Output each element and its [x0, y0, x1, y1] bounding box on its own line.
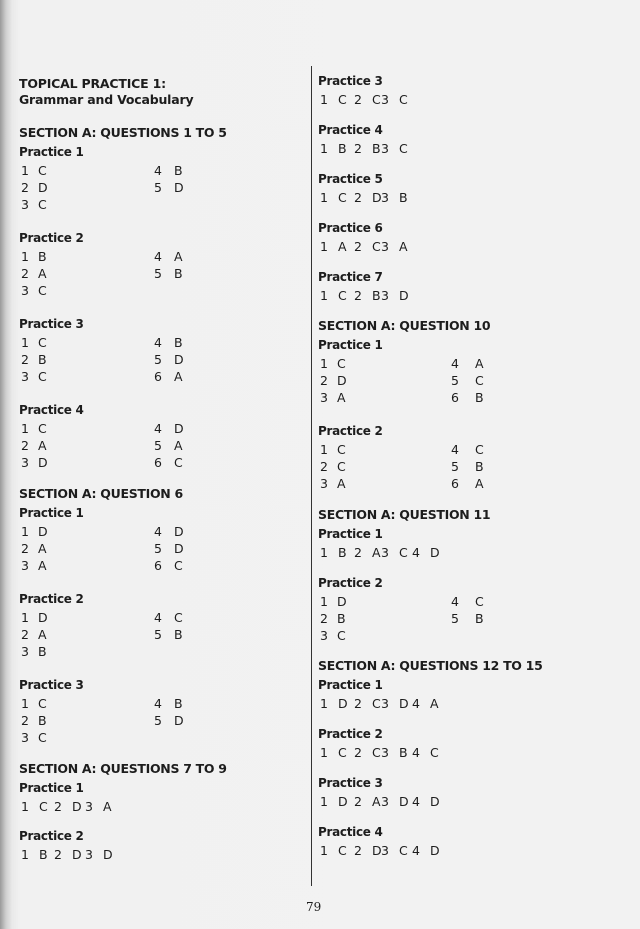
question-number: 1 — [320, 794, 328, 809]
question-number: 4 — [154, 610, 162, 625]
answer-row — [318, 355, 618, 372]
practice-block — [19, 402, 304, 471]
answer-row — [318, 458, 618, 475]
answer-letter: C — [38, 163, 47, 178]
practice-block — [318, 122, 618, 157]
answer-row — [318, 140, 618, 157]
question-number: 6 — [154, 369, 162, 384]
answer-letter: C — [372, 92, 381, 107]
answer-letter: C — [39, 799, 48, 814]
question-number: 1 — [320, 745, 328, 760]
answer-letter: B — [475, 390, 484, 405]
question-number: 3 — [381, 141, 389, 156]
question-number: 2 — [354, 288, 362, 303]
answer-letter: D — [338, 794, 348, 809]
answer-row — [19, 523, 304, 540]
answer-row — [19, 282, 304, 299]
question-number: 3 — [85, 847, 93, 862]
answer-row — [318, 610, 618, 627]
question-number: 4 — [451, 356, 459, 371]
answer-letter: D — [372, 190, 382, 205]
answer-letter: B — [338, 545, 347, 560]
question-number: 2 — [354, 190, 362, 205]
section-heading: SECTION A: QUESTIONS 1 TO 5 — [19, 125, 227, 140]
question-number: 3 — [381, 190, 389, 205]
answer-row — [19, 196, 304, 213]
answer-row — [318, 593, 618, 610]
question-number: 1 — [21, 847, 29, 862]
answer-letter: C — [338, 745, 347, 760]
answer-row — [318, 441, 618, 458]
answer-letter: C — [372, 745, 381, 760]
answer-letter: D — [38, 180, 48, 195]
answer-letter: A — [38, 438, 47, 453]
answer-letter: B — [337, 611, 346, 626]
answer-letter: A — [337, 390, 346, 405]
practice-label: Practice 1 — [318, 527, 383, 541]
question-number: 2 — [354, 141, 362, 156]
answer-letter: B — [174, 335, 183, 350]
answer-letter: C — [338, 288, 347, 303]
practice-label: Practice 7 — [318, 270, 383, 284]
question-number: 2 — [21, 352, 29, 367]
answer-letter: D — [337, 373, 347, 388]
answer-letter: D — [430, 794, 440, 809]
answer-letter: B — [399, 745, 408, 760]
practice-block — [318, 824, 618, 859]
answer-letter: A — [338, 239, 347, 254]
answer-letter: D — [174, 713, 184, 728]
practice-label: Practice 2 — [318, 727, 383, 741]
answer-letter: B — [475, 459, 484, 474]
question-number: 3 — [381, 545, 389, 560]
answer-letter: B — [475, 611, 484, 626]
question-number: 4 — [412, 843, 420, 858]
practice-block — [318, 337, 618, 406]
question-number: 5 — [451, 611, 459, 626]
question-number: 2 — [21, 627, 29, 642]
answer-row — [318, 389, 618, 406]
answer-letter: A — [38, 266, 47, 281]
question-number: 2 — [21, 713, 29, 728]
answer-row — [318, 744, 618, 761]
question-number: 6 — [451, 390, 459, 405]
answer-letter: D — [337, 594, 347, 609]
answer-letter: B — [372, 141, 381, 156]
practice-label: Practice 3 — [318, 74, 383, 88]
answer-letter: A — [475, 476, 484, 491]
question-number: 2 — [21, 180, 29, 195]
answer-row — [318, 842, 618, 859]
answer-letter: A — [38, 558, 47, 573]
answer-letter: D — [174, 352, 184, 367]
question-number: 3 — [85, 799, 93, 814]
question-number: 3 — [381, 745, 389, 760]
answer-row — [19, 695, 304, 712]
answer-letter: B — [38, 713, 47, 728]
answer-letter: A — [372, 545, 381, 560]
question-number: 4 — [412, 696, 420, 711]
answer-letter: C — [372, 239, 381, 254]
answer-letter: A — [372, 794, 381, 809]
section-heading: SECTION A: QUESTIONS 7 TO 9 — [19, 761, 227, 776]
practice-block — [318, 73, 618, 108]
practice-label: Practice 1 — [19, 506, 84, 520]
answer-row — [318, 91, 618, 108]
answer-row — [19, 162, 304, 179]
question-number: 3 — [381, 843, 389, 858]
question-number: 1 — [21, 335, 29, 350]
answer-row — [318, 793, 618, 810]
practice-label: Practice 5 — [318, 172, 383, 186]
question-number: 6 — [451, 476, 459, 491]
question-number: 5 — [154, 180, 162, 195]
question-number: 4 — [154, 249, 162, 264]
practice-label: Practice 1 — [19, 781, 84, 795]
question-number: 2 — [354, 239, 362, 254]
answer-letter: A — [38, 627, 47, 642]
answer-row — [318, 695, 618, 712]
question-number: 3 — [320, 390, 328, 405]
answer-letter: B — [174, 163, 183, 178]
practice-block — [19, 828, 304, 863]
answer-letter: C — [38, 283, 47, 298]
practice-label: Practice 3 — [19, 317, 84, 331]
answer-row — [19, 643, 304, 660]
answer-letter: C — [337, 356, 346, 371]
question-number: 5 — [154, 352, 162, 367]
practice-block — [19, 505, 304, 574]
answer-letter: A — [475, 356, 484, 371]
question-number: 5 — [451, 459, 459, 474]
question-number: 4 — [451, 442, 459, 457]
answer-letter: A — [430, 696, 439, 711]
question-number: 3 — [381, 696, 389, 711]
question-number: 1 — [320, 190, 328, 205]
answer-letter: A — [337, 476, 346, 491]
question-number: 3 — [21, 197, 29, 212]
answer-letter: B — [399, 190, 408, 205]
answer-letter: C — [337, 459, 346, 474]
answer-letter: D — [72, 799, 82, 814]
answer-letter: C — [475, 373, 484, 388]
practice-block — [19, 144, 304, 213]
practice-block — [19, 591, 304, 660]
page-number: 79 — [306, 900, 322, 914]
question-number: 1 — [21, 799, 29, 814]
question-number: 1 — [320, 141, 328, 156]
page-title — [19, 76, 193, 108]
question-number: 2 — [320, 459, 328, 474]
answer-row — [19, 712, 304, 729]
answer-letter: D — [399, 696, 409, 711]
answer-letter: B — [174, 696, 183, 711]
question-number: 1 — [320, 239, 328, 254]
practice-label: Practice 2 — [19, 592, 84, 606]
answer-letter: C — [38, 369, 47, 384]
answer-letter: A — [174, 249, 183, 264]
answer-letter: A — [103, 799, 112, 814]
answer-row — [19, 557, 304, 574]
answer-letter: B — [338, 141, 347, 156]
practice-block — [19, 780, 304, 815]
practice-label: Practice 3 — [318, 776, 383, 790]
practice-label: Practice 1 — [318, 338, 383, 352]
answer-letter: C — [38, 421, 47, 436]
question-number: 2 — [320, 373, 328, 388]
answer-letter: A — [399, 239, 408, 254]
practice-block — [19, 316, 304, 385]
answer-letter: C — [338, 843, 347, 858]
question-number: 3 — [21, 283, 29, 298]
answer-row — [19, 454, 304, 471]
answer-letter: C — [38, 730, 47, 745]
question-number: 4 — [412, 794, 420, 809]
question-number: 2 — [21, 438, 29, 453]
practice-label: Practice 3 — [19, 678, 84, 692]
practice-label: Practice 1 — [19, 145, 84, 159]
question-number: 2 — [354, 696, 362, 711]
practice-block — [318, 575, 618, 644]
question-number: 2 — [354, 545, 362, 560]
question-number: 1 — [21, 696, 29, 711]
section-heading: SECTION A: QUESTION 10 — [318, 318, 491, 333]
answer-row — [318, 475, 618, 492]
practice-label: Practice 1 — [318, 678, 383, 692]
answer-letter: D — [38, 524, 48, 539]
question-number: 5 — [154, 627, 162, 642]
question-number: 1 — [320, 545, 328, 560]
answer-letter: D — [38, 455, 48, 470]
question-number: 1 — [21, 421, 29, 436]
question-number: 3 — [381, 239, 389, 254]
answer-row — [19, 540, 304, 557]
question-number: 4 — [154, 421, 162, 436]
question-number: 2 — [354, 794, 362, 809]
answer-row — [19, 334, 304, 351]
question-number: 3 — [21, 369, 29, 384]
answer-row — [19, 368, 304, 385]
answer-letter: D — [338, 696, 348, 711]
answer-letter: A — [174, 438, 183, 453]
answer-letter: C — [372, 696, 381, 711]
question-number: 3 — [21, 730, 29, 745]
answer-row — [318, 372, 618, 389]
question-number: 1 — [21, 163, 29, 178]
practice-label: Practice 4 — [19, 403, 84, 417]
practice-block — [19, 230, 304, 299]
question-number: 3 — [21, 644, 29, 659]
question-number: 3 — [381, 794, 389, 809]
question-number: 6 — [154, 455, 162, 470]
page-title-line-1: TOPICAL PRACTICE 1: — [19, 76, 166, 91]
answer-letter: B — [174, 266, 183, 281]
question-number: 2 — [354, 843, 362, 858]
question-number: 2 — [54, 847, 62, 862]
answer-letter: C — [337, 442, 346, 457]
question-number: 4 — [154, 524, 162, 539]
answer-letter: D — [430, 843, 440, 858]
answer-letter: C — [38, 197, 47, 212]
question-number: 5 — [154, 541, 162, 556]
answer-letter: C — [338, 92, 347, 107]
answer-row — [19, 420, 304, 437]
answer-letter: D — [174, 421, 184, 436]
answer-letter: D — [103, 847, 113, 862]
answer-row — [19, 179, 304, 196]
practice-label: Practice 2 — [318, 424, 383, 438]
practice-label: Practice 6 — [318, 221, 383, 235]
question-number: 2 — [354, 92, 362, 107]
question-number: 3 — [381, 92, 389, 107]
answer-letter: C — [399, 141, 408, 156]
practice-block — [318, 171, 618, 206]
question-number: 5 — [154, 438, 162, 453]
answer-letter: A — [174, 369, 183, 384]
question-number: 3 — [320, 476, 328, 491]
question-number: 4 — [451, 594, 459, 609]
question-number: 4 — [154, 335, 162, 350]
practice-block — [318, 726, 618, 761]
answer-letter: C — [38, 335, 47, 350]
question-number: 1 — [320, 594, 328, 609]
answer-letter: C — [338, 190, 347, 205]
practice-block — [318, 775, 618, 810]
question-number: 4 — [412, 545, 420, 560]
question-number: 2 — [354, 745, 362, 760]
practice-block — [318, 269, 618, 304]
practice-label: Practice 4 — [318, 123, 383, 137]
section-heading: SECTION A: QUESTION 11 — [318, 507, 491, 522]
practice-label: Practice 2 — [19, 231, 84, 245]
question-number: 1 — [21, 249, 29, 264]
question-number: 4 — [154, 696, 162, 711]
answer-letter: D — [430, 545, 440, 560]
answer-row — [318, 189, 618, 206]
practice-block — [318, 423, 618, 492]
answer-letter: D — [38, 610, 48, 625]
answer-letter: B — [38, 352, 47, 367]
question-number: 4 — [412, 745, 420, 760]
answer-letter: D — [174, 541, 184, 556]
practice-label: Practice 2 — [19, 829, 84, 843]
question-number: 3 — [381, 288, 389, 303]
question-number: 1 — [320, 843, 328, 858]
answer-row — [19, 798, 304, 815]
answer-row — [19, 248, 304, 265]
question-number: 1 — [21, 524, 29, 539]
answer-row — [318, 627, 618, 644]
answer-letter: C — [475, 594, 484, 609]
practice-block — [19, 677, 304, 746]
practice-block — [318, 220, 618, 255]
answer-letter: D — [399, 794, 409, 809]
answer-row — [318, 238, 618, 255]
question-number: 3 — [320, 628, 328, 643]
answer-row — [19, 437, 304, 454]
answer-letter: B — [372, 288, 381, 303]
answer-letter: B — [174, 627, 183, 642]
answer-row — [19, 609, 304, 626]
page-title-line-2: Grammar and Vocabulary — [19, 92, 194, 107]
question-number: 4 — [154, 163, 162, 178]
answer-letter: C — [399, 545, 408, 560]
answer-letter: C — [174, 610, 183, 625]
practice-label: Practice 2 — [318, 576, 383, 590]
question-number: 3 — [21, 455, 29, 470]
question-number: 2 — [54, 799, 62, 814]
answer-row — [19, 729, 304, 746]
section-heading: SECTION A: QUESTIONS 12 TO 15 — [318, 658, 543, 673]
answer-letter: C — [399, 92, 408, 107]
section-heading: SECTION A: QUESTION 6 — [19, 486, 183, 501]
practice-label: Practice 4 — [318, 825, 383, 839]
answer-row — [19, 846, 304, 863]
practice-block — [318, 677, 618, 712]
answer-letter: C — [174, 558, 183, 573]
answer-letter: B — [38, 644, 47, 659]
practice-block — [318, 526, 618, 561]
question-number: 2 — [320, 611, 328, 626]
question-number: 5 — [451, 373, 459, 388]
column-divider — [311, 66, 312, 886]
question-number: 2 — [21, 541, 29, 556]
answer-letter: B — [39, 847, 48, 862]
answer-letter: C — [475, 442, 484, 457]
question-number: 1 — [320, 442, 328, 457]
answer-letter: C — [337, 628, 346, 643]
answer-row — [318, 287, 618, 304]
question-number: 5 — [154, 266, 162, 281]
answer-letter: A — [38, 541, 47, 556]
answer-letter: C — [399, 843, 408, 858]
answer-letter: D — [174, 180, 184, 195]
question-number: 2 — [21, 266, 29, 281]
answer-letter: D — [372, 843, 382, 858]
question-number: 1 — [320, 696, 328, 711]
answer-letter: D — [399, 288, 409, 303]
question-number: 6 — [154, 558, 162, 573]
answer-letter: B — [38, 249, 47, 264]
answer-row — [19, 626, 304, 643]
question-number: 1 — [21, 610, 29, 625]
question-number: 1 — [320, 288, 328, 303]
answer-letter: C — [38, 696, 47, 711]
question-number: 1 — [320, 92, 328, 107]
answer-letter: D — [174, 524, 184, 539]
answer-letter: C — [174, 455, 183, 470]
question-number: 5 — [154, 713, 162, 728]
question-number: 1 — [320, 356, 328, 371]
answer-letter: C — [430, 745, 439, 760]
question-number: 3 — [21, 558, 29, 573]
answer-row — [19, 265, 304, 282]
answer-letter: D — [72, 847, 82, 862]
answer-row — [318, 544, 618, 561]
answer-row — [19, 351, 304, 368]
